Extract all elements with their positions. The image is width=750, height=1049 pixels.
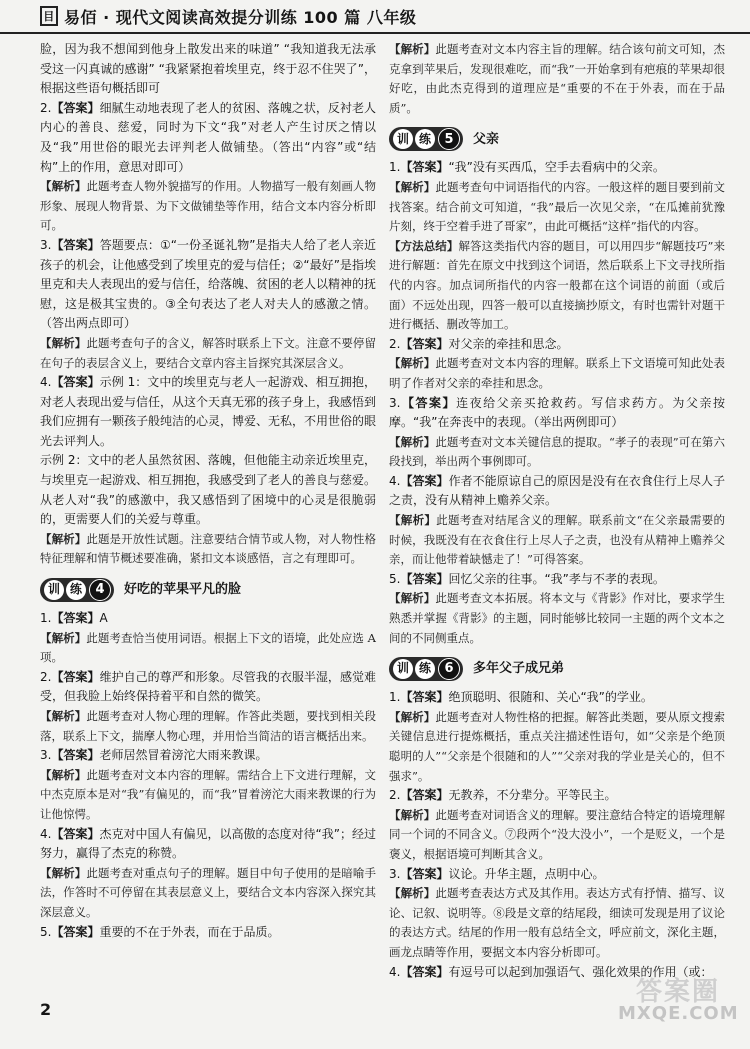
answer-item — [389, 786, 725, 806]
analysis-tag: 【解析】 — [389, 42, 436, 56]
item-number: 5. — [40, 924, 52, 939]
analysis-tag: 【解析】 — [40, 709, 87, 723]
analysis-item — [389, 806, 725, 865]
badge-char: 训 — [393, 659, 413, 679]
analysis-item — [40, 530, 376, 569]
item-number: 2. — [40, 669, 52, 684]
analysis-text: 此题考查对人物心理的理解。作答此类题，要找到相关段落，联系上下文，揣摩人物心理，并用恰当简洁的语言概括出来。 — [40, 709, 376, 743]
brand-logo-icon: 目 — [40, 6, 58, 26]
right-mid-block — [389, 158, 725, 648]
analysis-tag: 【解析】 — [40, 865, 87, 880]
analysis-text: 此题考查对人物性格的把握。解答此类题，要从原文搜索关键信息进行提炼概括，重点关注描述性语句，如“父亲是个绝顶聪明的人”“父亲是个很随和的人”“父亲对我的学业是关心的，但不强求”。 — [389, 709, 725, 783]
left-top-block — [40, 40, 376, 569]
answer-tag: 【答案】 — [51, 100, 100, 115]
answer-item — [389, 865, 725, 885]
answer-tag: 【答案】 — [400, 395, 457, 410]
badge-number: 4 — [89, 579, 111, 601]
analysis-text: 此题考查文本拓展。将本文与《背影》作对比，要求学生熟悉并掌握《背影》的主题，同时能够比较同一主题的两个文本之间的不同侧重点。 — [389, 591, 725, 645]
analysis-tag: 【解析】 — [389, 179, 436, 194]
item-number: 5. — [389, 571, 401, 586]
analysis-tag: 【解析】 — [389, 807, 436, 822]
badge-number: 5 — [438, 128, 460, 150]
answer-item — [389, 688, 725, 708]
analysis-item — [389, 884, 725, 962]
analysis-item — [40, 334, 376, 373]
right-top-block — [389, 40, 725, 118]
left-bottom-block — [40, 609, 376, 942]
answer-text: 杰克对中国人有偏见，以高傲的态度对待“我”；经过努力，赢得了杰克的称赞。 — [40, 826, 376, 861]
analysis-text: 此题考查表达方式及其作用。表达方式有抒情、描写、议论、记叙、说明等。⑧段是文章的结尾段，细读可发现是用了议论的表达方式。结尾的作用一般有总结全文，呼应前文，深化主题，画龙点睛等作用，要据文本内容分析即可。 — [389, 886, 725, 959]
page-header — [0, 0, 750, 34]
answer-tag: 【答案】 — [51, 611, 100, 626]
answer-text: 回忆父亲的往事。“我”孝与不孝的表现。 — [448, 571, 665, 586]
answer-item — [40, 668, 376, 707]
answer-item — [389, 570, 725, 590]
answer-text: 作者不能原谅自己的原因是没有在衣食住行上尽人子之责，没有从精神上赡养父亲。 — [389, 473, 725, 508]
answer-item — [40, 923, 376, 943]
analysis-item — [389, 40, 725, 118]
item-number: 4. — [40, 826, 52, 841]
item-number: 1. — [389, 160, 401, 175]
analysis-text: 此题考查对词语含义的理解。要注意结合特定的语境理解同一个词的不同含义。⑦段两个“没大没小”，一个是贬义，一个是褒义，根据语境可判断其含义。 — [389, 807, 725, 861]
section-5-heading — [389, 126, 725, 152]
analysis-tag: 【解析】 — [389, 591, 436, 606]
watermark-logo — [618, 977, 739, 1041]
analysis-item — [40, 864, 376, 923]
answer-item — [40, 825, 376, 864]
analysis-item — [389, 708, 725, 786]
badge-char: 练 — [415, 129, 435, 149]
answer-tag: 【答案】 — [400, 336, 449, 351]
item-number: 3. — [389, 866, 401, 881]
paragraph — [40, 40, 376, 99]
answer-text: 连夜给父亲买抢救药。写信求药方。为父亲按摩。“我”在奔丧中的表现。（举出两例即可） — [389, 395, 725, 430]
item-number: 2. — [389, 788, 401, 803]
analysis-item — [40, 766, 376, 825]
analysis-tag: 【解析】 — [40, 335, 87, 350]
badge-number: 6 — [438, 658, 460, 680]
answer-text: 老师居然冒着滂沱大雨来教课。 — [99, 748, 268, 763]
watermark-text: 答案圈 — [635, 977, 720, 1007]
answer-text: 示例 1：文中的埃里克与老人一起游戏、相互拥抱，对老人表现出爱与信任，从这个天真无邪的孩子身上，我感悟到我们应拥有一颗孩子般纯洁的心灵，博爱、无私，不用世俗的眼光去评判人。 — [40, 375, 377, 448]
analysis-tag: 【解析】 — [389, 356, 436, 371]
analysis-tag: 【解析】 — [40, 531, 87, 546]
answer-tag: 【答案】 — [51, 748, 100, 763]
item-number: 4. — [389, 964, 401, 979]
answer-item — [40, 373, 376, 451]
answer-tag: 【答案】 — [51, 826, 100, 841]
badge-char: 练 — [66, 580, 86, 600]
section-badge — [389, 657, 463, 681]
analysis-text: 此题考查句子的含义，解答时联系上下文。注意不要停留在句子的表层含义上，要结合文章内容主旨探究其深层含义。 — [40, 335, 376, 370]
book-title: 易佰 · 现代文阅读高效提分训练 100 篇 八年级 — [64, 7, 417, 27]
analysis-tag: 【解析】 — [389, 434, 436, 449]
answer-tag: 【答案】 — [51, 237, 100, 252]
watermark-url: MXQE.COM — [618, 1003, 739, 1024]
answer-item — [40, 746, 376, 766]
section-badge — [40, 578, 114, 602]
answer-text: “我”没有买西瓜，空手去看病中的父亲。 — [448, 160, 665, 175]
answer-item — [40, 609, 376, 629]
answer-text: A — [99, 611, 108, 626]
analysis-item — [389, 511, 725, 570]
answer-text: 对父亲的牵挂和思念。 — [448, 336, 569, 351]
right-bottom-block — [389, 688, 725, 982]
answer-tag: 【答案】 — [400, 473, 449, 488]
analysis-text: 此题考查对重点句子的理解。题目中句子使用的是暗喻手法，作答时不可停留在其表层意义上，要结合文本内容深入探究其深层意义。 — [40, 865, 376, 919]
analysis-item — [40, 177, 376, 236]
item-number: 1. — [389, 690, 401, 705]
item-number: 1. — [40, 611, 52, 626]
section-4-heading — [40, 577, 376, 603]
section-title: 父亲 — [473, 131, 500, 147]
analysis-item — [389, 589, 725, 648]
analysis-tag: 【解析】 — [40, 630, 87, 645]
analysis-text: 此题考查人物外貌描写的作用。人物描写一般有刻画人物形象、展现人物背景、为下文做铺垫等作用，结合文本内容分析即可。 — [40, 179, 376, 233]
section-badge — [389, 127, 463, 151]
answer-text: 答题要点：①“一份圣诞礼物”是指夫人给了老人亲近孩子的机会，让他感受到了埃里克的爱与信任；②“最好”是指埃里克和夫人表现出的爱与信任，给落魄、贫困的老人以精神的抚慰，这是极其宝贵的。③全句表达了老人对夫人的感激之情。（答出两点即可） — [40, 237, 377, 331]
answer-item — [40, 99, 376, 177]
section-title: 多年父子成兄弟 — [473, 661, 565, 677]
page-number: 2 — [40, 1000, 52, 1019]
analysis-tag: 【方法总结】 — [389, 238, 459, 253]
analysis-tag: 【解析】 — [40, 179, 87, 194]
answer-text: 重要的不在于外表，而在于品质。 — [99, 924, 280, 939]
answer-item — [40, 236, 376, 334]
item-number: 3. — [40, 748, 52, 763]
section-title: 好吃的苹果平凡的脸 — [124, 582, 242, 598]
right-column — [389, 40, 725, 982]
badge-char: 练 — [415, 659, 435, 679]
answer-text: 细腻生动地表现了老人的贫困、落魄之状，反衬老人内心的善良、慈爱，同时为下文“我”对老人产生讨厌之情以及“我”用世俗的眼光去评判老人做铺垫。（答出“内容”或“结构”上的作用，意思对即可） — [40, 100, 376, 174]
paragraph-text: 示例 2：文中的老人虽然贫困、落魄，但他能主动亲近埃里克，与埃里克一起游戏、相互拥抱，我感受到了老人的善良与慈爱。从老人对“我”的感激中，我又感悟到了困境中的心灵是很脆弱的，更需要人们的关爱与尊重。 — [40, 453, 377, 527]
answer-tag: 【答案】 — [51, 924, 100, 939]
analysis-text: 此题考查对结尾含义的理解。联系前文“在父亲最需要的时候，我既没有在衣食住行上尽人子之责，也没有从精神上赡养父亲，而让他带着缺憾走了！”可得答案。 — [389, 513, 725, 567]
analysis-text: 此题考查对文本内容的理解。联系上下文语境可知此处表明了作者对父亲的牵挂和思念。 — [389, 356, 725, 390]
badge-char: 训 — [44, 580, 64, 600]
answer-tag: 【答案】 — [400, 160, 449, 175]
answer-text: 议论。升华主题，点明中心。 — [448, 866, 605, 881]
answer-tag: 【答案】 — [400, 788, 449, 803]
analysis-item — [389, 178, 725, 237]
analysis-text: 此题考查句中词语指代的内容。一般这样的题目要到前文找答案。结合前文可知道，“我”最后一次见父亲，“在瓜摊前犹豫片刻，终于空着手进了哥家”，由此可概括“这样”指代的内容。 — [389, 179, 725, 234]
analysis-tag: 【解析】 — [389, 709, 436, 724]
analysis-tag: 【解析】 — [40, 767, 87, 782]
answer-text: 绝顶聪明、很随和、关心“我”的学业。 — [448, 690, 653, 705]
paragraph-text: 脸，因为我不想闻到他身上散发出来的味道” “我知道我无法承受这一闪真诚的感谢” “我紧紧抱着埃里克，终于忍不住哭了”，根据这些语句概括即可 — [40, 42, 376, 96]
item-number: 4. — [40, 375, 52, 390]
item-number: 3. — [40, 237, 52, 252]
analysis-text: 解答这类指代内容的题目，可以用四步“解题技巧”来进行解题：首先在原文中找到这个词语，然后联系上下文寻找所指代的内容。加点词所指代的内容一般都在这个词语的前面（或后面）不远处出现，四答一般可以直接摘抄原文，有时也需针对题干进行概括、删改等加工。 — [389, 238, 725, 332]
analysis-item — [40, 707, 376, 746]
analysis-item — [389, 237, 725, 335]
analysis-text: 此题考查对文本关键信息的提取。“孝子的表现”可在第六段找到，举出两个事例即可。 — [389, 434, 725, 469]
item-number: 2. — [389, 336, 401, 351]
analysis-item — [40, 629, 376, 668]
answer-tag: 【答案】 — [400, 690, 449, 705]
answer-tag: 【答案】 — [400, 964, 449, 979]
answer-tag: 【答案】 — [51, 375, 100, 390]
section-6-heading — [389, 656, 725, 682]
analysis-text: 此题考查恰当使用词语。根据上下文的语境，此处应选 A 项。 — [40, 630, 376, 665]
analysis-tag: 【解析】 — [389, 513, 437, 528]
answer-tag: 【答案】 — [400, 866, 449, 881]
analysis-tag: 【解析】 — [389, 886, 436, 901]
analysis-text: 此题是开放性试题。注意要结合情节或人物，对人物性格特征理解和情节概述要准确，紧扣文本谈感悟，言之有理即可。 — [40, 531, 376, 566]
analysis-item — [389, 354, 725, 393]
answer-item — [389, 394, 725, 433]
item-number: 4. — [389, 473, 401, 488]
analysis-text: 此题考查对文本内容的理解。需结合上下文进行理解，文中杰克原本是对“我”有偏见的，而“我”冒着滂沱大雨来教课的行为让他惊愕。 — [40, 767, 376, 821]
item-number: 3. — [389, 395, 401, 410]
item-number: 2. — [40, 100, 52, 115]
answer-item — [389, 335, 725, 355]
analysis-item — [389, 433, 725, 472]
answer-tag: 【答案】 — [51, 669, 100, 684]
answer-text: 维护自己的尊严和形象。尽管我的衣服半湿，感觉难受，但我脸上始终保持着平和自然的微笑。 — [40, 669, 376, 704]
badge-char: 训 — [393, 129, 413, 149]
answer-item — [389, 158, 725, 178]
answer-tag: 【答案】 — [400, 571, 449, 586]
answer-text: 有逗号可以起到加强语气、强化效果的作用（或： — [448, 964, 713, 979]
answer-item — [389, 472, 725, 511]
paragraph — [40, 451, 376, 529]
analysis-text: 此题考查对文本内容主旨的理解。结合该句前文可知，杰克拿到苹果后，发现很难吃，而“我”一开始拿到有疤痕的苹果却很好吃，由此杰克得到的道理应是“重要的不在于外表，而在于品质”。 — [389, 42, 725, 115]
left-column — [40, 40, 376, 942]
answer-text: 无教养，不分辈分。平等民主。 — [448, 788, 617, 803]
